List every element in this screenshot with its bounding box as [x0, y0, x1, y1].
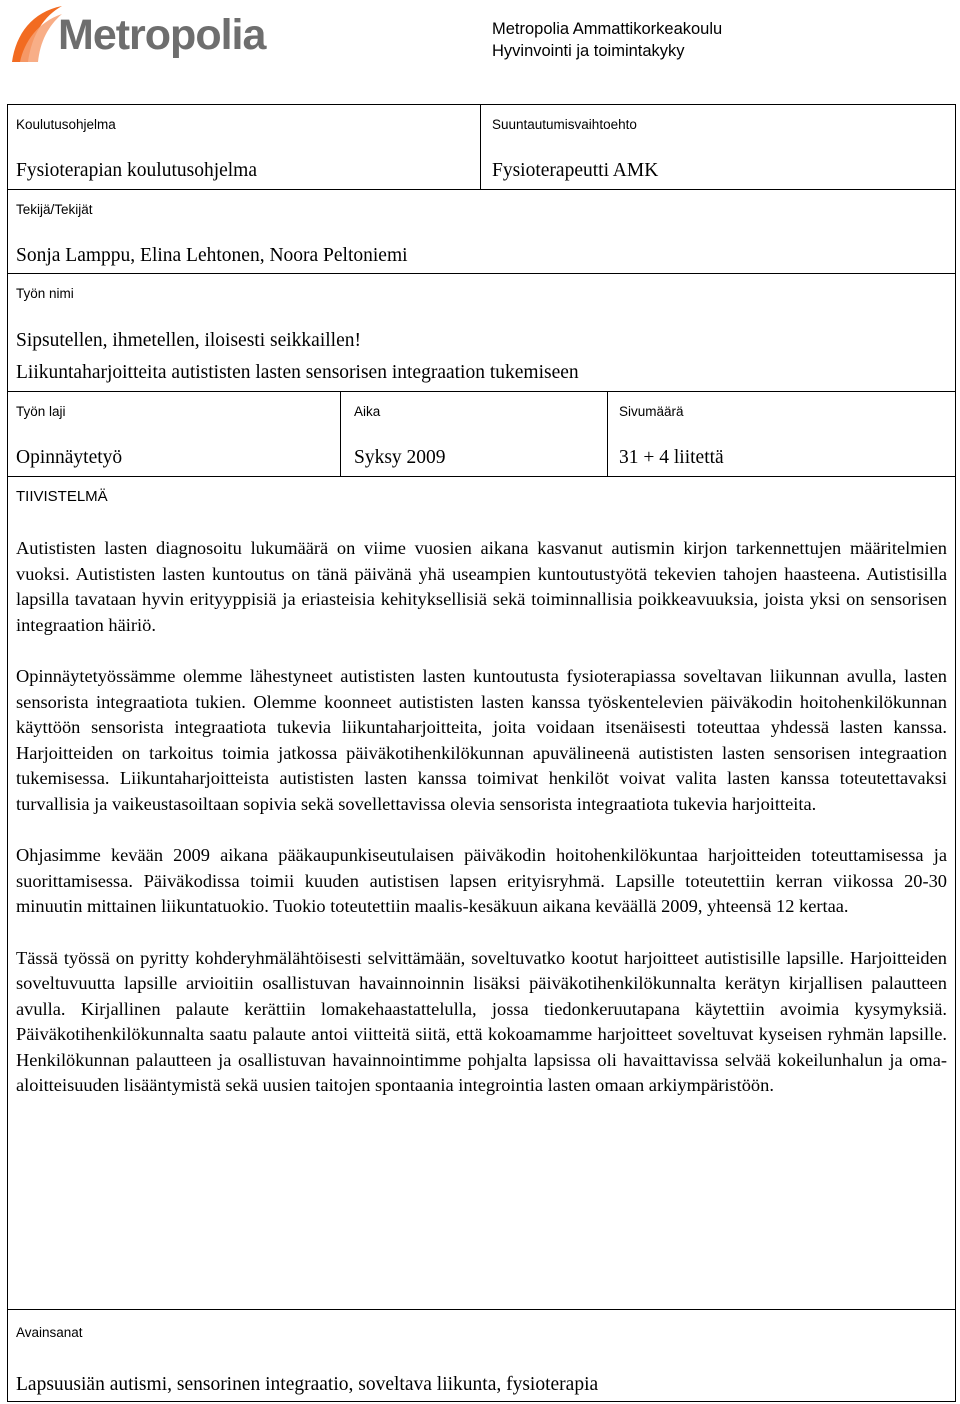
metropolia-swirl-icon [6, 2, 66, 66]
abstract-paragraph: Autististen lasten diagnosoitu lukumäärä on viime vuosien aikana kasvanut autismin kirjon tarkennettujen määritelmien vuoksi. Autististen lasten kuntoutus on tänä päivänä yhä useampien kuntoutustyötä tekevien tahojen haasteena. Autistisilla lapsilla tavataan hyvin erityyppisiä ja eriasteisia kehityksellisiä sekä toiminnallisia poikkeavuuksia, joista yksi on sensorisen integraation häiriö. [16, 538, 947, 635]
pages-value: 31 + 4 liitettä [619, 447, 724, 468]
abstract-heading: TIIVISTELMÄ [16, 488, 108, 505]
title-label: Työn nimi [16, 286, 74, 301]
divider [7, 1309, 956, 1310]
degree-programme-value: Fysioterapian koulutusohjelma [16, 160, 258, 181]
logo-wordmark: Metropolia [58, 11, 266, 59]
keywords-label: Avainsanat [16, 1325, 83, 1340]
degree-programme-label: Koulutusohjelma [16, 117, 116, 132]
title-line-2: Liikuntaharjoitteita autististen lasten sensorisen integraation tukemiseen [16, 362, 579, 383]
time-value: Syksy 2009 [354, 447, 446, 468]
specialisation-label: Suuntautumisvaihtoehto [492, 117, 637, 132]
abstract-paragraph: Opinnäytetyössämme olemme lähestyneet autististen lasten kuntoutusta fysioterapiassa soveltavan liikunnan avulla, lasten sensorista integraatiota tukien. Olemme koonneet autististen lasten kanssa työskentelevien päiväkodin hoitohenkilökunnan käyttöön sensorista integraatiota tukevia liikuntaharjoitteita, joita voidaan itsenäisesti toteuttaa yhdessä lasten kanssa. Harjoitteiden on tarkoitus toimia jatkossa päiväkotihenkilökunnan apuvälineenä autististen lasten sensorisen integraation tukemisessa. Liikuntaharjoitteista autististen lasten kanssa toimivat henkilöt voivat valita lasten kanssa toteutettavaksi turvallisia ja vaikeustasoiltaan sopivia sekä sovellettavissa olevia sensorista integraatiota tukevia harjoitteita. [16, 665, 947, 814]
work-type-label: Työn laji [16, 404, 66, 419]
metropolia-logo [6, 2, 276, 66]
divider [340, 391, 341, 477]
divider [7, 189, 956, 190]
specialisation-value: Fysioterapeutti AMK [492, 160, 659, 181]
time-label: Aika [354, 404, 381, 419]
pages-label: Sivumäärä [619, 404, 684, 419]
divider [7, 391, 956, 392]
divider [7, 273, 956, 274]
organisation-info [492, 18, 722, 62]
work-type-value: Opinnäytetyö [16, 447, 123, 468]
divider [607, 391, 608, 477]
keywords-value: Lapsuusiän autismi, sensorinen integraatio, soveltava liikunta, fysioterapia [16, 1374, 599, 1395]
org-unit: Hyvinvointi ja toimintakyky [492, 42, 685, 60]
abstract-paragraph: Ohjasimme kevään 2009 aikana pääkaupunkiseutulaisen päiväkodin hoitohenkilökuntaa harjoitteiden toteuttamisessa ja suorittamisessa. Päiväkodissa toimii kuuden autistisen lapsen erityisryhmä. Lapsille toteutettiin kerran viikossa 20-30 minuutin mittainen liikuntatuokio. Tuokio toteutettiin maalis-kesäkuun aikana keväällä 2009, yhteensä 12 kertaa. [16, 845, 947, 917]
divider [480, 104, 481, 190]
divider [7, 476, 956, 477]
abstract-paragraph: Tässä työssä on pyritty kohderyhmälähtöisesti selvittämään, soveltuvatko kootut harjoitteet autistisille lapsille. Harjoitteiden soveltuvuutta lapsille arvioitiin osallistuvan havainnoinnin lisäksi päiväkotihenkilökunnalta kerätyn kirjallisen palautteen avulla. Kirjallinen palaute kerättiin lomakehaastattelulla, jossa tiedonkeruutapana käytettiin avoimia kysymyksiä. Päiväkotihenkilökunnalta saatu palaute antoi viitteitä siitä, että kokoamamme harjoitteet soveltuvat kyseisen ryhmän lapsille. Henkilökunnan palautteen ja osallistuvan havainnointimme pohjalta lapsissa oli havaittavissa selvää kokeilunhalun ja oma-aloitteisuuden lisääntymistä sekä uusien taitojen spontaania integrointia lasten omaan arkiympäristöön. [16, 947, 947, 1096]
authors-value: Sonja Lamppu, Elina Lehtonen, Noora Peltoniemi [16, 245, 408, 266]
authors-label: Tekijä/Tekijät [16, 202, 93, 217]
org-name: Metropolia Ammattikorkeakoulu [492, 20, 723, 38]
abstract-body [16, 536, 947, 1125]
title-line-1: Sipsutellen, ihmetellen, iloisesti seikkaillen! [16, 330, 361, 351]
